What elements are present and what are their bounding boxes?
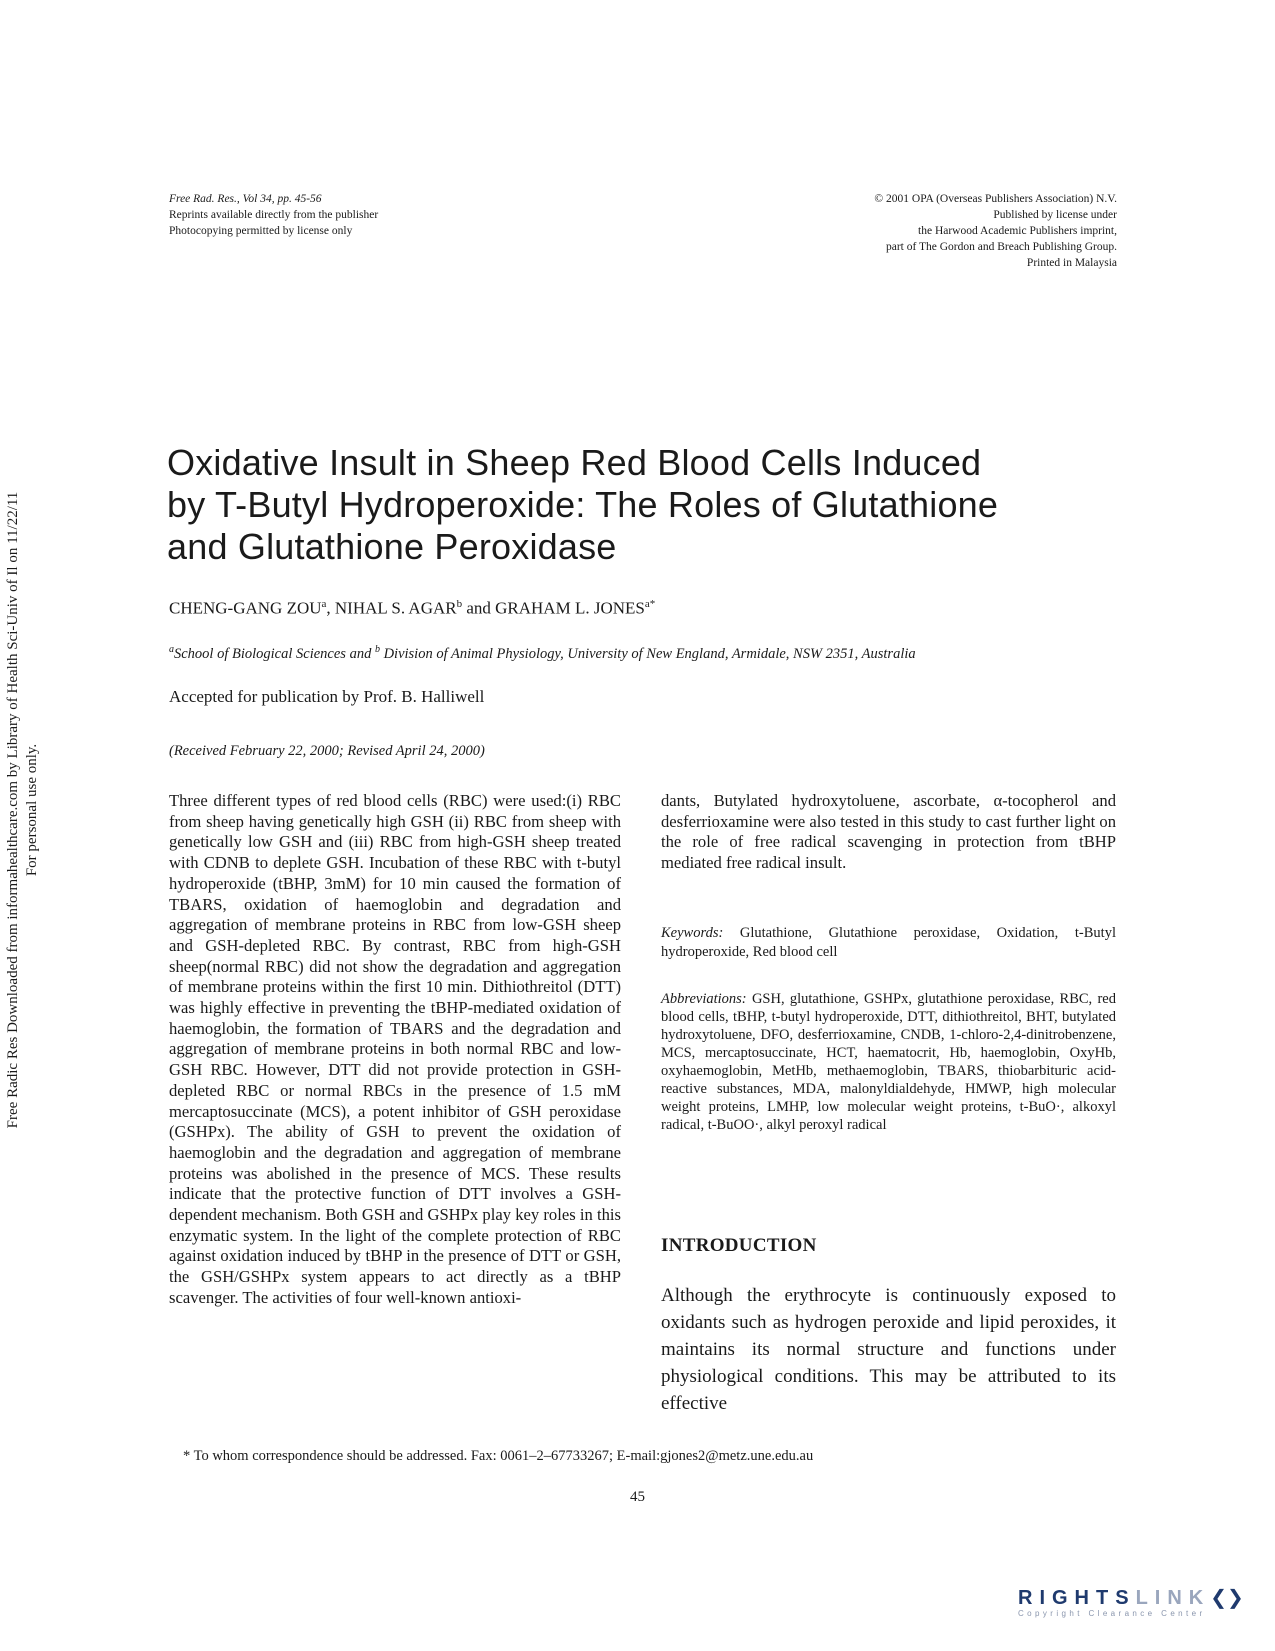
received-dates: (Received February 22, 2000; Revised April 24, 2000) — [169, 743, 485, 759]
download-note-line: Free Radic Res Downloaded from informahealthcare.com by Library of Health Sci-Univ of Il on 11/22/11 — [5, 491, 21, 1129]
abbreviations — [661, 990, 1116, 1134]
author-affiliation-mark: a* — [644, 598, 656, 610]
author-name: NIHAL S. AGAR — [334, 598, 457, 618]
author-separator: , — [326, 598, 335, 618]
title-line-1: Oxidative Insult in Sheep Red Blood Cells Induced — [167, 442, 982, 483]
article-title — [167, 442, 1127, 568]
license-line: Published by license under — [993, 209, 1117, 221]
printed-line: Printed in Malaysia — [1026, 257, 1117, 269]
download-watermark — [4, 450, 54, 1170]
group-line: part of The Gordon and Breach Publishing Group. — [885, 241, 1117, 253]
copyright-block — [700, 191, 1117, 271]
author-name: GRAHAM L. JONES — [495, 598, 645, 618]
abbreviations-label: Abbreviations: — [661, 991, 747, 1007]
reprints-line: Reprints available directly from the publisher — [169, 209, 379, 221]
citation-line: Free Rad. Res., Vol 34, pp. 45-56 — [169, 193, 322, 205]
title-line-2: by T-Butyl Hydroperoxide: The Roles of Glutathione — [167, 484, 999, 525]
rightslink-subtitle: Copyright Clearance Center — [1018, 1609, 1206, 1618]
page-number: 45 — [630, 1489, 645, 1505]
author-list — [169, 593, 1069, 620]
affiliation-mark-b: b — [374, 644, 380, 655]
accepted-note: Accepted for publication by Prof. B. Halliwell — [169, 687, 485, 706]
affiliation-mark-a: a — [169, 644, 174, 655]
keywords — [661, 924, 1116, 962]
rightslink-rights-text: RIGHTS — [1018, 1587, 1136, 1609]
author-name: CHENG-GANG ZOU — [169, 598, 322, 618]
introduction-text: Although the erythrocyte is continuously exposed to oxidants such as hydrogen peroxide and lipid peroxides, it maintains its normal structure and functions under physiological conditions. This may be attributed to its effective — [661, 1285, 1116, 1414]
abstract-column-2: dants, Butylated hydroxytoluene, ascorbate, α-tocopherol and desferrioxamine were also tested in this study to cast further light on the role of free radical scavenging in protection from tBHP mediated free radical insult. — [661, 791, 1116, 873]
journal-citation-block — [169, 191, 589, 239]
rightslink-chevron-icon: ❮❯ — [1210, 1587, 1244, 1609]
author-affiliation-mark: b — [456, 598, 463, 610]
author-affiliation-mark: a — [321, 598, 327, 610]
introduction-heading: INTRODUCTION — [661, 1235, 817, 1256]
correspondence-footnote: * To whom correspondence should be addressed. Fax: 0061–2–67733267; E-mail:gjones2@metz.une.edu.au — [183, 1448, 814, 1464]
abstract-column-1: Three different types of red blood cells (RBC) were used:(i) RBC from sheep having genetically high GSH (ii) RBC from sheep with genetically low GSH and (iii) RBC from high-GSH sheep treated with CDNB to deplete GSH. Incubation of these RBC with t-butyl hydroperoxide (tBHP, 3mM) for 10 min caused the formation of TBARS, oxidation of haemoglobin and degradation and aggregation of membrane proteins in RBC from low-GSH sheep and GSH-depleted RBC. By contrast, RBC from high-GSH sheep(normal RBC) did not show the degradation and aggregation of membrane proteins within the first 10 min. Dithiothreitol (DTT) was highly effective in preventing the tBHP-mediated oxidation of haemoglobin, the formation of TBARS and the degradation and aggregation of membrane proteins in both normal RBC and low-GSH RBC. However, DTT did not provide protection in GSH-depleted RBC or normal RBCs in the presence of 1.5 mM mercaptosuccinate (MCS), a potent inhibitor of GSH peroxidase (GSHPx). The ability of GSH to prevent the oxidation of haemoglobin and the degradation and aggregation of membrane proteins was abolished in the presence of MCS. These results indicate that the protective function of DTT involves a GSH-dependent mechanism. Both GSH and GSHPx play key roles in this enzymatic system. In the light of the complete protection of RBC against oxidation induced by tBHP in the presence of DTT or GSH, the GSH/GSHPx system appears to act directly as a tBHP scavenger. The activities of four well-known antioxi- — [169, 791, 621, 1307]
rightslink-link-text: LINK — [1135, 1587, 1211, 1609]
imprint-line: the Harwood Academic Publishers imprint, — [918, 225, 1117, 237]
affiliation-text-1: School of Biological Sciences and — [174, 645, 375, 662]
keywords-label: Keywords: — [661, 925, 724, 941]
affiliation-text-2: Division of Animal Physiology, University of New England, Armidale, NSW 2351, Australia — [379, 645, 916, 662]
personal-use-line: For personal use only. — [24, 743, 40, 877]
rightslink-wordmark — [1018, 1587, 1258, 1609]
author-separator: and — [462, 598, 496, 618]
rightslink-logo[interactable] — [1018, 1587, 1258, 1629]
affiliation — [169, 640, 1129, 664]
copyright-line: © 2001 OPA (Overseas Publishers Association) N.V. — [874, 193, 1117, 205]
title-line-3: and Glutathione Peroxidase — [167, 526, 617, 567]
photocopy-line: Photocopying permitted by license only — [169, 225, 353, 237]
keywords-text: Glutathione, Glutathione peroxidase, Oxidation, t-Butyl hydroperoxide, Red blood cell — [661, 925, 1116, 960]
abbreviations-text: GSH, glutathione, GSHPx, glutathione peroxidase, RBC, red blood cells, tBHP, t-butyl hydroperoxide, DTT, dithiothreitol, BHT, butylated hydroxytoluene, DFO, desferrioxamine, CNDB, 1-chloro-2,4-dinitrobenzene, MCS, mercaptosuccinate, HCT, haematocrit, Hb, haemoglobin, OxyHb, oxyhaemoglobin, MetHb, methaemoglobin, TBARS, thiobarbituric acid-reactive substances, MDA, malonyldialdehyde, HMWP, high molecular weight proteins, LMHP, low molecular weight proteins, t-BuO·, alkoxyl radical, t-BuOO·, alkyl peroxyl radical — [661, 991, 1116, 1133]
